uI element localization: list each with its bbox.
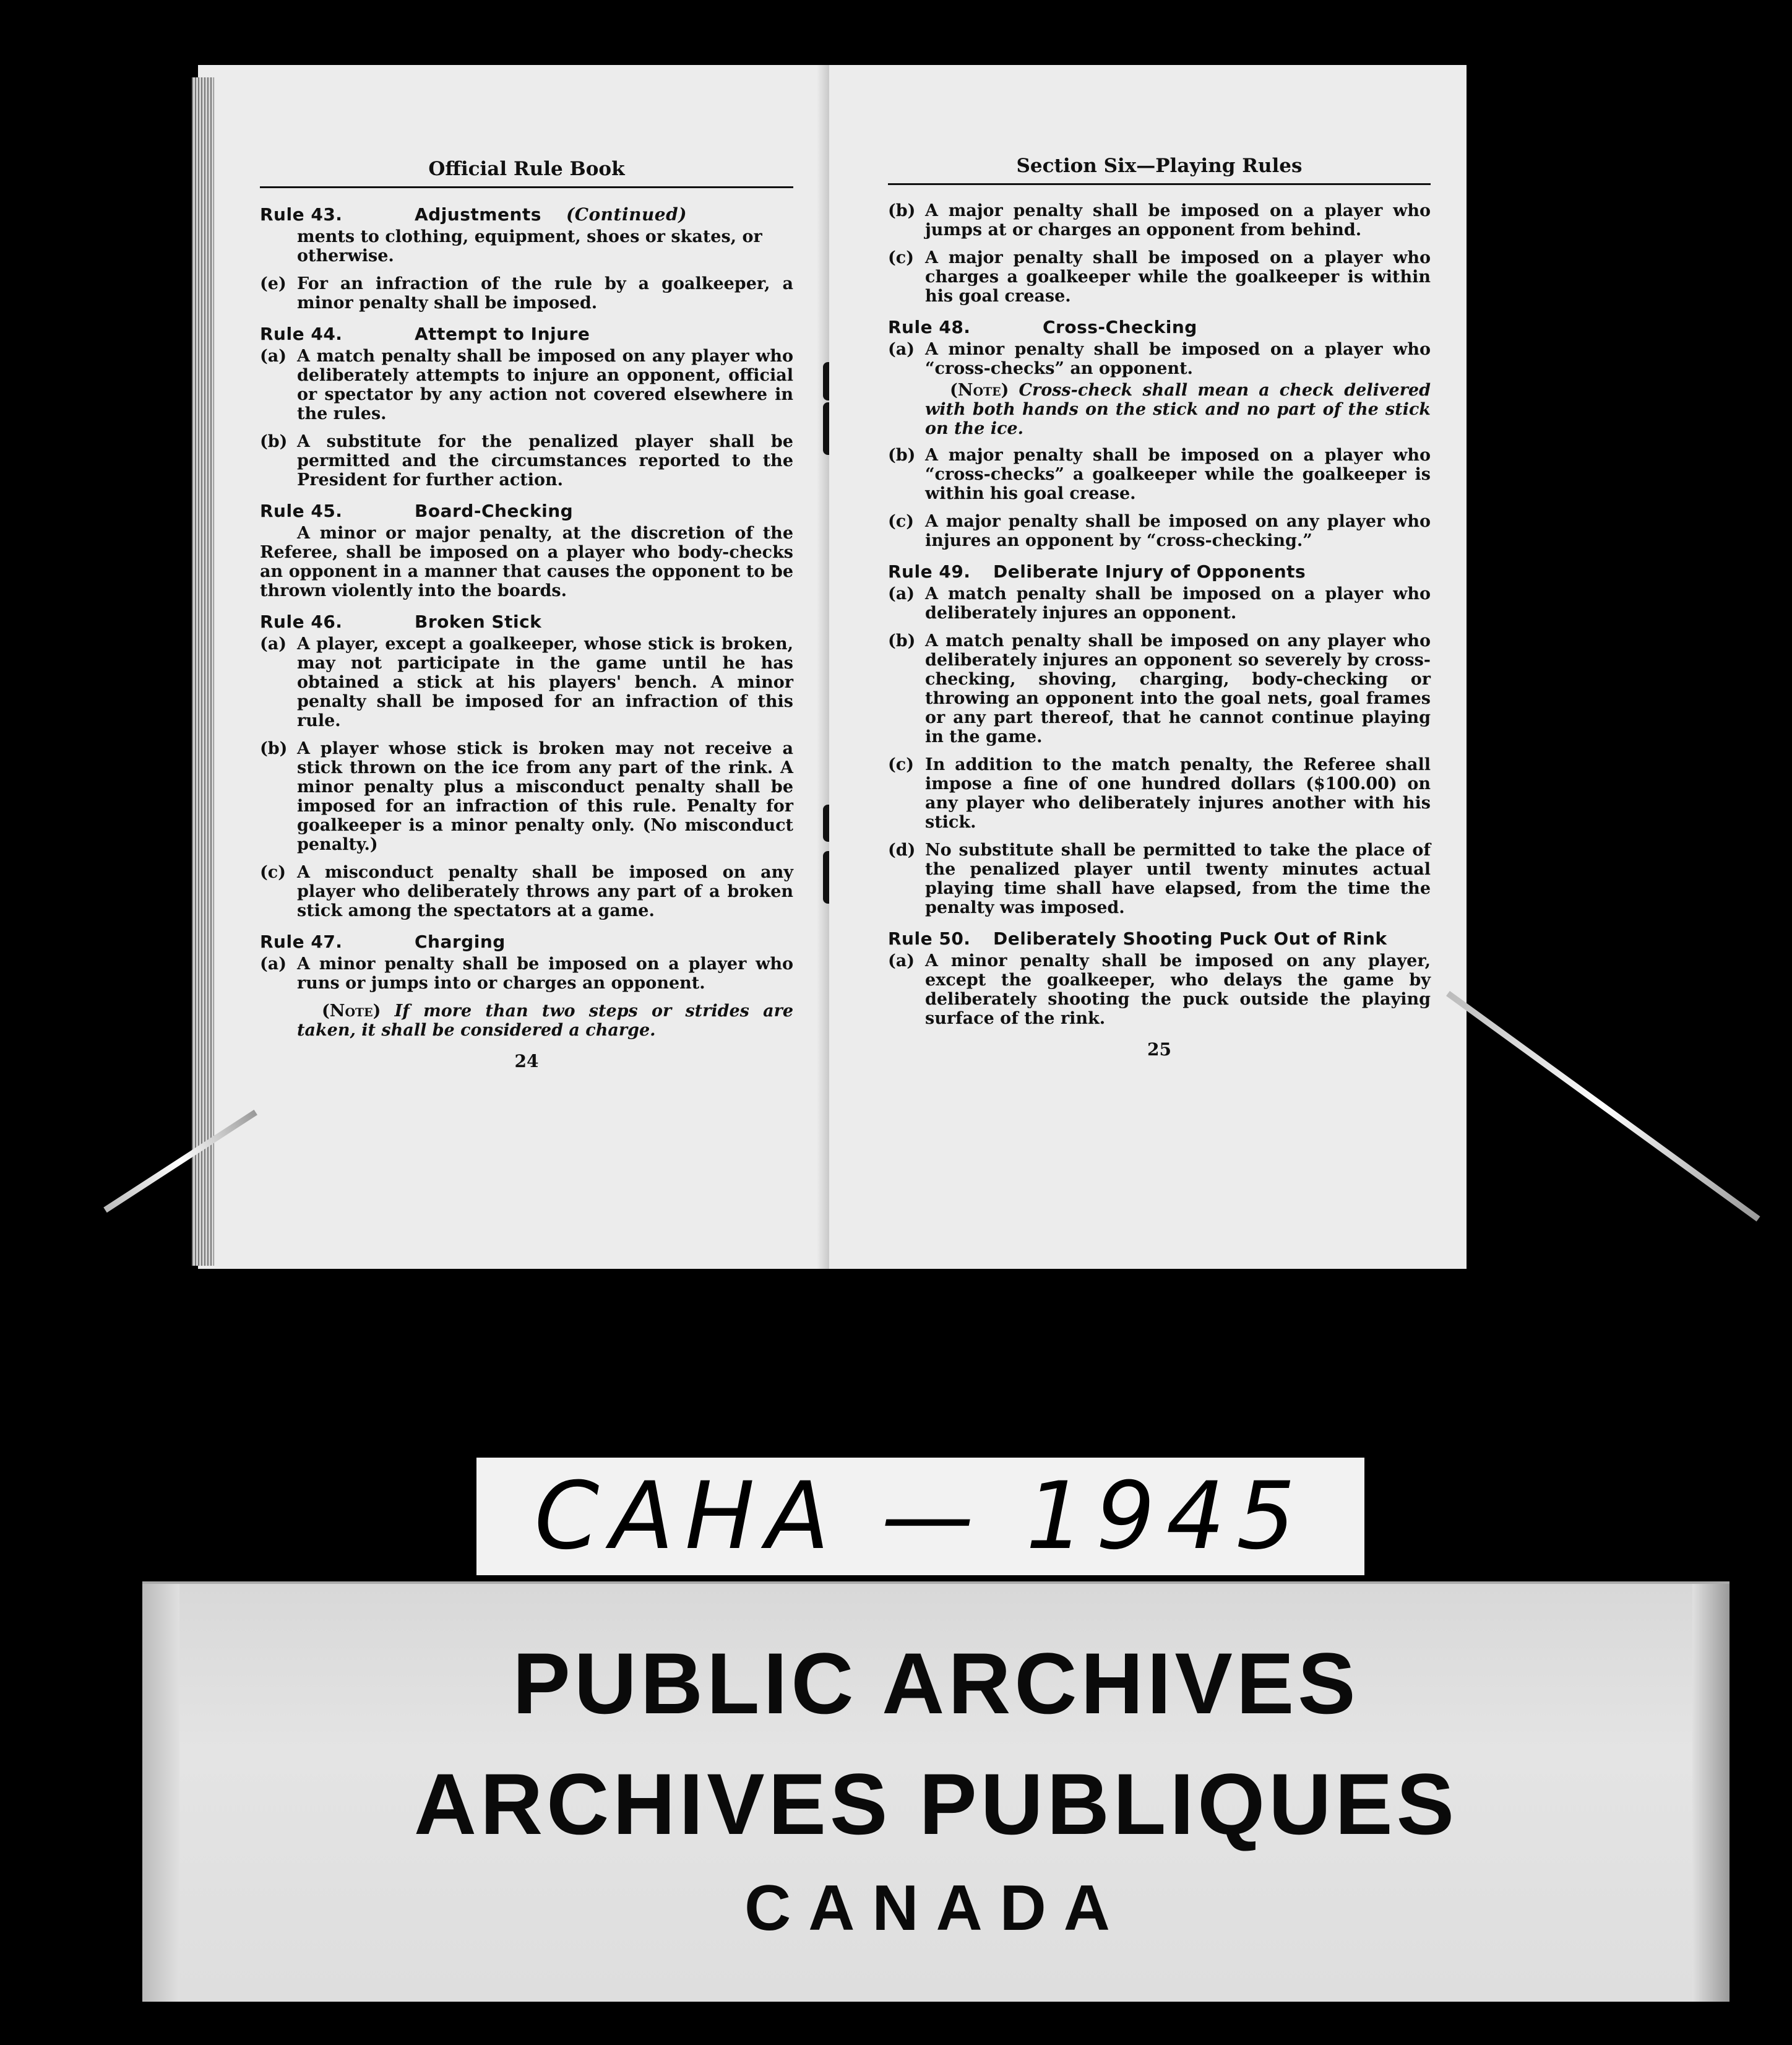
item-label: (d) — [888, 841, 916, 860]
item-text: In addition to the match penalty, the Referee shall impose a fine of one hundred dollars ($100.00) on any player who deliberately injures another with his stick. — [925, 755, 1431, 832]
rule-number: Rule 49. — [888, 561, 971, 582]
rule-47-item-c — [888, 248, 1431, 306]
item-label: (b) — [888, 631, 916, 651]
right-page — [829, 65, 1467, 1269]
item-label: (b) — [260, 432, 288, 451]
rule-44-item-b — [260, 432, 793, 490]
rule-45-text: A minor or major penalty, at the discretion of the Referee, shall be imposed on a player who body-checks an opponent in a manner that causes the opponent to be thrown violently into the boards. — [260, 524, 793, 600]
rule-46-item-c — [260, 863, 793, 920]
item-text: A player whose stick is broken may not receive a stick thrown on the ice from any part of the rink. A minor penalty plus a misconduct penalty shall be imposed for an infraction of this rule. Penalty for goalkeeper is a minor penalty only. (No misconduct penalty.) — [297, 739, 793, 854]
rule-47-item-a — [260, 954, 793, 993]
rule-50-item-a — [888, 951, 1431, 1028]
rule-50-heading — [888, 928, 1431, 949]
item-text: A major penalty shall be imposed on any player who injures an opponent by “cross-checking.” — [925, 512, 1431, 550]
rule-43-heading — [260, 204, 793, 225]
rule-48-note — [888, 381, 1431, 438]
item-label: (a) — [260, 954, 287, 974]
item-text: A major penalty shall be imposed on a player who “cross-checks” a goalkeeper while the goalkeeper is within his goal crease. — [925, 446, 1431, 503]
item-text: A major penalty shall be imposed on a player who jumps at or charges an opponent from behind. — [925, 201, 1431, 240]
rule-45-heading — [260, 501, 793, 521]
rule-title: Charging — [415, 932, 506, 952]
item-label: (a) — [888, 951, 915, 971]
archives-stamp — [142, 1581, 1730, 2002]
continued-label: (Continued) — [566, 204, 687, 225]
page-edge-fringe — [192, 77, 214, 1266]
item-text: A match penalty shall be imposed on a player who deliberately injures an opponent. — [925, 584, 1431, 623]
item-text: A minor penalty shall be imposed on a player who runs or jumps into or charges an opponent. — [297, 954, 793, 993]
note-key: (Note) — [322, 1001, 381, 1021]
rule-48-item-c — [888, 512, 1431, 550]
page-number-right: 25 — [1147, 1039, 1171, 1060]
rule-46-heading — [260, 612, 793, 632]
item-label: (b) — [888, 201, 916, 220]
item-text: For an infraction of the rule by a goalkeeper, a minor penalty shall be imposed. — [297, 274, 793, 313]
rule-47-note — [260, 1001, 793, 1040]
pen-pointer-right — [1446, 991, 1760, 1222]
rule-47-heading — [260, 932, 793, 952]
rule-48-item-b — [888, 446, 1431, 503]
rule-title: Board-Checking — [415, 501, 574, 521]
rule-title: Attempt to Injure — [415, 324, 590, 344]
item-label: (a) — [888, 584, 915, 603]
stamp-line-2: ARCHIVES PUBLIQUES — [413, 1755, 1458, 1853]
item-text: A match penalty shall be imposed on any player who deliberately attempts to injure an opponent, official or spectator by any action not covered elsewhere in the rules. — [297, 347, 793, 423]
running-head-right: Section Six—Playing Rules — [888, 155, 1431, 185]
item-label: (c) — [888, 755, 914, 774]
item-label: (c) — [888, 248, 914, 267]
rule-48-item-a — [888, 340, 1431, 378]
note-key: (Note) — [950, 381, 1009, 400]
rule-46-item-a — [260, 634, 793, 730]
handwritten-label — [476, 1458, 1364, 1575]
item-label: (b) — [260, 739, 288, 758]
item-text: A substitute for the penalized player shall be permitted and the circumstances reported to the President for further action. — [297, 432, 793, 490]
rule-title: Cross-Checking — [1043, 317, 1197, 337]
stamp-line-1: PUBLIC ARCHIVES — [512, 1635, 1359, 1732]
rule-number: Rule 48. — [888, 317, 971, 337]
rule-49-item-c — [888, 755, 1431, 832]
rule-48-heading — [888, 317, 1431, 337]
rule-46-item-b — [260, 739, 793, 854]
rule-number: Rule 44. — [260, 324, 343, 344]
item-text: A match penalty shall be imposed on any player who deliberately injures an opponent so severely by cross-checking, shoving, charging, body-checking or throwing an opponent into the goal nets, goal frames or any part thereof, that he cannot continue playing in the game. — [925, 631, 1431, 746]
note-text: Cross-check shall mean a check delivered with both hands on the stick and no part of the stick on the ice. — [925, 381, 1431, 438]
item-label: (e) — [260, 274, 286, 293]
running-head-left: Official Rule Book — [260, 158, 793, 188]
rule-title: Broken Stick — [415, 612, 542, 632]
item-label: (a) — [260, 347, 287, 366]
rule-49-heading — [888, 561, 1431, 582]
item-text: No substitute shall be permitted to take the place of the penalized player until twenty minutes actual playing time shall have elapsed, from the time the penalty was imposed. — [925, 841, 1431, 917]
handwritten-label-text: CAHA — 1945 — [534, 1463, 1307, 1570]
rule-number: Rule 43. — [260, 204, 343, 225]
rule-44-item-a — [260, 347, 793, 423]
left-page — [198, 65, 829, 1269]
rule-43-item-e — [260, 274, 793, 313]
rule-49-item-b — [888, 631, 1431, 746]
rule-49-item-d — [888, 841, 1431, 917]
rule-number: Rule 47. — [260, 932, 343, 952]
note-text: If more than two steps or strides are taken, it shall be considered a charge. — [297, 1001, 793, 1040]
rule-title: Deliberate Injury of Opponents — [993, 561, 1306, 582]
rule-47-item-b — [888, 201, 1431, 240]
item-label: (c) — [888, 512, 914, 531]
item-label: (a) — [888, 340, 915, 359]
rule-44-heading — [260, 324, 793, 344]
item-label: (c) — [260, 863, 286, 882]
stamp-line-3: CANADA — [744, 1872, 1127, 1944]
rule-title: Deliberately Shooting Puck Out of Rink — [993, 928, 1387, 949]
rule-number: Rule 45. — [260, 501, 343, 521]
item-label: (b) — [888, 446, 916, 465]
item-text: A misconduct penalty shall be imposed on any player who deliberately throws any part of a broken stick among the spectators at a game. — [297, 863, 793, 920]
item-text: A minor penalty shall be imposed on a player who “cross-checks” an opponent. — [925, 340, 1431, 378]
rule-43-continued-text: ments to clothing, equipment, shoes or skates, or otherwise. — [297, 227, 762, 266]
rule-number: Rule 46. — [260, 612, 343, 632]
open-rule-book — [192, 65, 1473, 1269]
rule-number: Rule 50. — [888, 928, 971, 949]
page-number-left: 24 — [514, 1051, 539, 1071]
item-label: (a) — [260, 634, 287, 654]
rule-49-item-a — [888, 584, 1431, 623]
item-text: A major penalty shall be imposed on a player who charges a goalkeeper while the goalkeeper is within his goal crease. — [925, 248, 1431, 306]
item-text: A player, except a goalkeeper, whose stick is broken, may not participate in the game until he has obtained a stick at his players' bench. A minor penalty shall be imposed for an infraction of this rule. — [297, 634, 793, 730]
rule-title: Adjustments — [415, 204, 541, 225]
item-text: A minor penalty shall be imposed on any player, except the goalkeeper, who delays the game by deliberately shooting the puck outside the playing surface of the rink. — [925, 951, 1431, 1028]
